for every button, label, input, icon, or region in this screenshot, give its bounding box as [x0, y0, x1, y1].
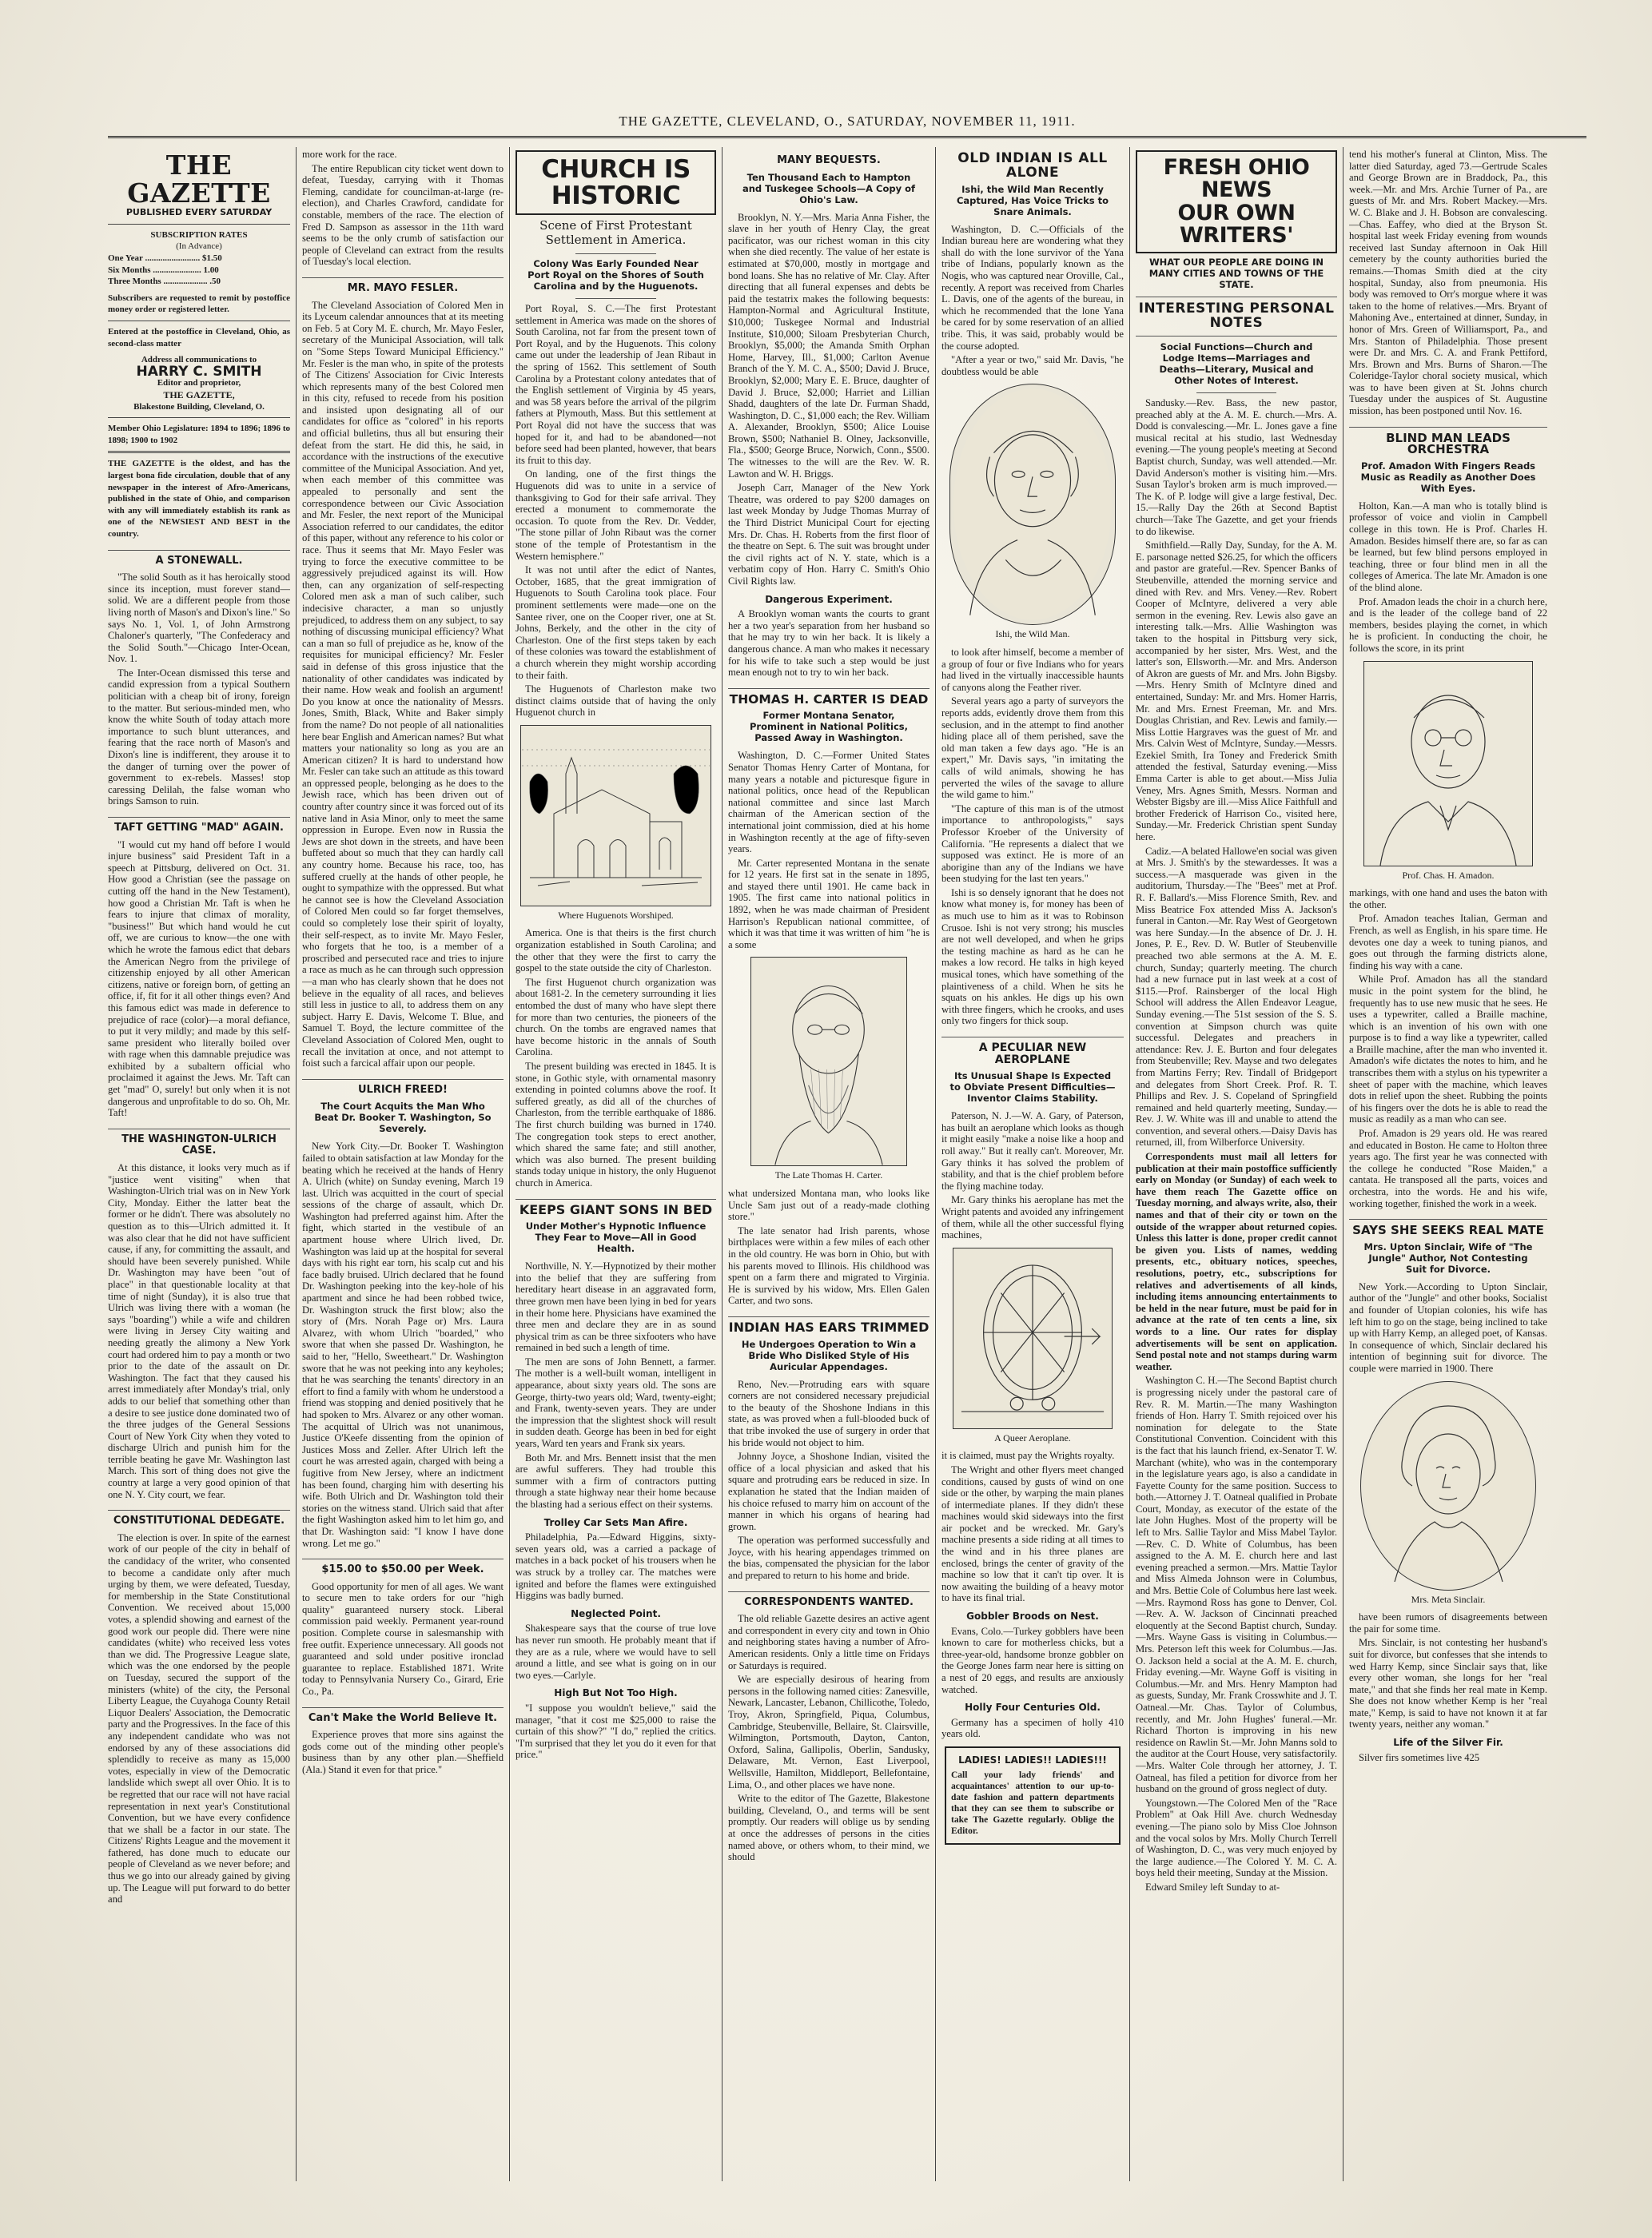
caption: A Queer Aeroplane.	[994, 1432, 1071, 1444]
column-3	[516, 149, 716, 2179]
article-paragraph: Edward Smiley left Sunday to at-	[1145, 1881, 1280, 1893]
article-paragraph: A Brooklyn woman wants the courts to grant her a two year's separation from her husband so that he may try to win her back. It is likely a dangerous chance. A man who makes it necessary for his wife to take such a step would be just mean enough not to try to win her back.	[728, 608, 929, 679]
headline: Neglected Point.	[571, 1607, 661, 1619]
running-head: THE GAZETTE, CLEVELAND, O., SATURDAY, NOVEMBER 11, 1911.	[619, 113, 1076, 129]
article-paragraph: The Inter-Ocean dismissed this terse and candid expression from a typical Southern politician with a cheap bit of irony, foreign to the matter. But serious-minded men, who know the white South of today attach more importance to such blunt utterances, and fearing that the race north of Mason's and Dixon's line is indifferent, they arouse it to the danger of turning over the power of government to ex-rebels. Masses! stop caressing Delilah, the false woman who brings Samson to ruin.	[108, 667, 290, 807]
article-paragraph: The present building was erected in 1845. It is stone, in Gothic style, with ornamental masonry extending in pointed columns above the roof. It suffered greatly, as did all of the churches of Charleston, from the terrible earthquake of 1886. The first church building was burned in 1740. The congregation took steps to erect another, which shared the same fate; and still another, which was also burned. The present building stands today unique in history, the only Huguenot church in America.	[516, 1061, 716, 1189]
article-paragraph: Shakespeare says that the course of true love has never run smooth. He probably meant that if they are as a rule, where we would have to sell around a little, and see what is going on in our two eyes.—Carlyle.	[516, 1623, 716, 1681]
article-paragraph: The Cleveland Association of Colored Men in its Lyceum calendar announces that at its meeting on Feb. 5 at Cory M. E. church, Mr. Mayo Fesler, secretary of the Municipal Association, will talk on "Some Steps Toward Municipal Efficiency." Mr. Fesler is the man who, in spite of the protests of The Citizens' Association for Civic Interests which represents many of the best Colored men in this city, refused to recede from his position and insisted upon designating all of our candidates for office as "colored" in his reports and official bulletins, thus all but ensuring their defeat from the start. He did this, he said, in accordance with the instructions of the executive committee of the Municipal Association. And yet, when each member of this committee was appealed to personally and sent the correspondence between our Civic Association and Mr. Fesler, the next report of the Municipal Association referred to our candidates, the editor of this paper, without any reference to his color or race. Thus it seems that Mr. Mayo Fesler was trying to force the executive committee to be aggressively prejudiced against its will. How then, can any organization of self-respecting Colored men ask a man of such caliber, such indecisive character, a man so unjustly prejudiced, to address them on any subject, to say nothing of discussing municipal efficiency? What can a man so full of prejudice as he, know of the requisites for municipal efficiency? Mr. Fesler said in defense of this gross injustice that the nationality of other candidates was indicated by their name. How weak and foolish an argument! Do you know at once the nationality of Messrs. Jones, Smith, Black, White and Baker simply from the name? Do not people of all nationalities here bear English and American names? But what matters your nationality so long as you are an American citizen? It is hard to understand how Mr. Fesler can take such an attitude as this toward an oppressed people, belonging as he does to the Jewish race, which has been driven out of country after country since it was forced out of its native land in Asia Minor, only to meet the same oppression in Europe. Even now in Russia the Jews are shot down in the streets, and have been buffeted about so much that they can hardly call any country home. Because his race, too, has suffered cruelly at the hands of other people, he ought to sympathize with the oppressed. But what he cannot see is how the Cleveland Association of Colored Men could so far forget themselves, could so completely lose their spirit of loyalty, their self-respect, as to invite Mr. Mayo Fesler, who forgets that he too, is a member of a proscribed and persecuted race and tries to injure a race as much as he can through such oppression—a man who has clearly shown that he does not believe in the equality of all races, and believes still less in justice to all, to address them on any subject. Harry E. Davis, Welcome T. Blue, and Samuel T. Boyd, the lecture committee of the Cleveland Association of Colored Men, ought to recall the invitation at once, and not attempt to foist such a farcical affair upon our people.	[302, 299, 504, 1069]
article-paragraph: Prof. Amadon is 29 years old. He was reared and educated in Boston. He came to Holton three years ago. The first year he was connected with the college he conducted "Rose Maiden," a cantata. He transposed all the parts, voices and orchestra, into the words. He and his wife, working together, finished the work in a week.	[1349, 1128, 1547, 1209]
ishi-portrait	[949, 384, 1116, 625]
deck: Social Functions—Church and Lodge Items—Marriages and Deaths—Literary, Musical and Other Notes of Interest.	[1159, 341, 1314, 387]
deck: Scene of First Protestant Settlement in America.	[539, 218, 692, 248]
article-paragraph: On landing, one of the first things the Huguenots did was to unite in a service of thanksgiving to God for their safe arrival. They erected a monument to commemorate the occasion. To quote from the Rev. Dr. Vedder, "The stone pillar of John Ribaut was the corner stone of the temple of Protestantism in the Western hemisphere."	[516, 468, 716, 562]
column-4	[728, 149, 929, 2179]
article-paragraph: to look after himself, become a member of a group of four or five Indians who for years had lived in the virtually inaccessible haunts of canyons along the Feather river.	[941, 647, 1124, 693]
headline: Dangerous Experiment.	[765, 593, 893, 605]
article-paragraph: Evans, Colo.—Turkey gobblers have been known to care for motherless chicks, but a three-year-old, handsome bronze gobbler on the George Jones farm near here is sitting on a nest of 20 eggs, and results are anxiously watched.	[941, 1625, 1124, 1695]
portrait-drawing	[751, 958, 906, 1165]
masthead-rule	[108, 136, 1586, 138]
column-rule	[935, 147, 936, 2181]
rate-line: One Year ......................... $1.50	[108, 253, 222, 264]
article-paragraph: Experience proves that more sins against the gods come out of the minding other people's business than by any other plan.—Sheffield (Ala.) Stand it even for that price."	[302, 1729, 504, 1775]
notice-head: LADIES! LADIES!! LADIES!!!	[958, 1754, 1107, 1766]
article-paragraph: Cadiz.—A belated Hallowe'en social was given at Mrs. J. Smith's by the stewardesses. It was a success.—A masquerade was given in the auditorium, Thursday.—The "Bees" met at Prof. R. F. Ballard's.—Miss Florence Smith, Rev. and Miss Beatrice Fox attended Miss A. Jackson's funeral in Canton.—Mr. Ray West of Georgetown was here Sunday.—In the absence of Dr. J. H. Jones, P. E., Rev. D. W. Butler of Steubenville preached two able sermons at the A. M. E. church, Sunday; quarterly meeting. The church had a new furnace put in last week at a cost of $115.—Prof. Rainsberger of the local High School will address the Allen Endeavor League, Sunday evening.—The 51st session of the S. S. convention at Simpson church was quite successful. Delegates and preachers in attendance: Rev. J. E. Burton and four delegates from Steubenville; Rev. Mayse and two delegates from Martins Ferry; Rev. Tindall of Bridgeport and delegates from Short Creek. Prof. R. T. Phillips and Rev. J. S. Copeland of Springfield remained and held quarterly meeting, Sunday.—Rev. J. W. White was ill and unable to attend the convention, and several others.—Daisy Davis has returned, ill, from Wilberforce University.	[1136, 845, 1337, 1149]
article-paragraph: It was not until after the edict of Nantes, October, 1685, that the great immigration of Huguenots to South Carolina took place. Four prominent settlements were made—one on the Santee river, one on the Cooper river, one at St. Johns, Berkely, and the other in the city of Charleston. One of the first steps taken by each of these colonies was toward the establishment of a church wherein they might worship according to their faith.	[516, 564, 716, 681]
headline: INDIAN HAS EARS TRIMMED	[728, 1316, 929, 1334]
headline: MR. MAYO FESLER.	[302, 277, 504, 295]
deck: Ishi, the Wild Man Recently Captured, Has Voice Tricks to Snare Animals.	[956, 183, 1109, 217]
article-paragraph: "The capture of this man is of the utmost importance to anthropologists," says Professor Kroeber of the University of California. "He represents a dialect that we supposed was extinct. He is more of an aborigine than any of the Indians we have been studying for the last ten years."	[941, 802, 1124, 885]
carter-portrait	[750, 957, 907, 1166]
caption: Mrs. Meta Sinclair.	[1411, 1593, 1486, 1605]
column-5	[941, 149, 1124, 2179]
article-paragraph: "I suppose you wouldn't believe," said the manager, "that it cost me $25,000 to raise the curtain of this show?" "I do," replied the critics. "I'm surprised that they let you do it even for that price."	[516, 1702, 716, 1761]
article-paragraph: "I would cut my hand off before I would injure business" said President Taft in a speech at Pittsburg, delivered on Oct. 31. How good a Christian (see the passage on cutting off the hand in the New Testament), how good a Christian Mr. Taft is when he fears to injure that climax of morality, "business!" But which hand would he cut off, we are curious to know—the one with which he wrote the famous edict that debars the American Negro from the privilege of citizenship enjoyed by all other American citizens, native or foreign born, of getting an office, if, fit for it all other things even? And this famous edict was made in deference to prejudice of race (color)—a moral defiance, to put it very mildly; and made by this self-same president who literally boiled over with rage when this damnable prejudice was exhibited by a subaltern official who proclaimed it against the Jews. Mr. Taft can get "mad" O, surely! but only when it is not dangerous and unprofitable to do so. Oh, Mr. Taft!	[108, 838, 290, 1119]
article-paragraph: Port Royal, S. C.—The first Protestant settlement in America was made on the shores of South Carolina, not far from the present town of Port Royal, and by the Huguenots. This colony came out under the leadership of Jean Ribaut in the spring of 1562. This settlement of South Carolina by a Protestant colony antedates that of the English settlement of Virginia by 45 years, and was 58 years before the arrival of the pilgrim fathers at Plymouth, Mass. But this settlement at Port Royal did not have the success that was hoped for it, and had to be abandoned—not before seed had been planted, however, that bears its fruit to this day.	[516, 303, 716, 466]
rates-note: (In Advance)	[176, 241, 222, 252]
column-6	[1136, 149, 1337, 2179]
headline: Can't Make the World Believe It.	[302, 1707, 504, 1725]
article-paragraph: markings, with one hand and uses the baton with the other.	[1349, 887, 1547, 910]
circulation-note: THE GAZETTE is the oldest, and has the largest bona fide circulation, double that of any newspaper in the interest of Afro-Americans, published in the state of Ohio, and comparison with any will immediately establish its rank as one of the NEWSIEST AND BEST in the country.	[108, 459, 290, 539]
editor-name: HARRY C. SMITH	[136, 363, 262, 380]
church-drawing	[521, 726, 711, 906]
deck: Former Montana Senator, Prominent in National Politics, Passed Away in Washington.	[749, 710, 909, 744]
headline: BLIND MAN LEADS ORCHESTRA	[1349, 427, 1547, 456]
headline-main: FRESH OHIO NEWS	[1163, 155, 1310, 203]
article-paragraph: Smithfield.—Rally Day, Sunday, for the A. M. E. parsonage netted $26.25, for which the officers and pastor are grateful.—Rev. Spencer Banks of Steubenville, attended the morning service and dined with Rev. and Mrs. Veney.—Rev. Robert Cooper of McIntyre, delivered a very able sermon in the evening. Rev. Lewis also gave an interesting talk.—Mrs. Allie Washington was taken to the hospital in Pittsburg very sick, accompanied by her sister, Mrs. West, and the latter's son, Ellsworth.—Mr. and Mrs. Anderson of Akron are guests of Mr. and Mrs. John Bigsby.—Mrs. Henry Smith of McIntyre dined and entertained, Sunday: Mr. and Mrs. Homer Harris, Mr. and Mrs. Ernest Freeman, Mr. and Mrs. Douglas Christian, and Rev. Lewis and family.—Miss Lottie Hargraves was the guest of Mr. and Mrs. Calvin West of McIntyre, Sunday.—Messrs. Ezekiel Smith, Ira Toney and Frederick Smith attended the festival, Saturday evening.—Miss Emma Carter is able to get about.—Miss Julia Veney, Mrs. Agnes Smith, Messrs. Norman and Webster Bigsby are ill.—Miss Alice Faithfull and brother Frederick of Harrison Co., visited here, Sunday.—Mr. Frederick Christian spent Sunday here.	[1136, 540, 1337, 843]
headline-main: OUR OWN WRITERS'	[1177, 200, 1296, 249]
article-paragraph: have been rumors of disagreements between the pair for some time.	[1349, 1611, 1547, 1635]
deck: The Court Acquits the Man Who Beat Dr. Booker T. Washington, So Severely.	[314, 1101, 492, 1135]
headline: $15.00 to $50.00 per Week.	[302, 1559, 504, 1576]
notice-body: Call your lady friends' and acquaintances' attention to our up-to-date fashion and pattern departments that they can see them to subscribe or take The Gazette regularly. Oblige the Editor.	[951, 1770, 1114, 1836]
article-paragraph: Prof. Amadon teaches Italian, German and French, as well as English, in his spare time. He devotes one day a week to tuning pianos, and goes out through the farming districts alone, finding his way with a cane.	[1349, 913, 1547, 971]
paper-title: THE GAZETTE	[127, 149, 271, 209]
headline: CONSTITUTIONAL DEDEGATE.	[108, 1510, 290, 1527]
headline: A STONEWALL.	[108, 550, 290, 567]
deck: He Undergoes Operation to Win a Bride Who Disliked Style of His Auricular Appendages.	[741, 1338, 917, 1372]
headline: Gobbler Broods on Nest.	[966, 1611, 1099, 1623]
headline: THE WASHINGTON-ULRICH CASE.	[108, 1129, 290, 1157]
paper-address: Blakestone Building, Cleveland, O.	[133, 401, 265, 412]
deck: WHAT OUR PEOPLE ARE DOING IN MANY CITIES AND TOWNS OF THE STATE.	[1148, 257, 1324, 291]
article-paragraph: The Wright and other flyers meet changed conditions, caused by gusts of wind on one side or the other, by warping the main planes of intermediate planes. If they didn't these machines would skid sideways into the first air pocket and be wrecked. Mr. Gary's machine presents a side riding at all times to the wind and in his three planes are enclosed, brings the center of gravity of the machine so low that it can't tip over. It is now awaiting the building of a heavy motor to have its final trial.	[941, 1463, 1124, 1604]
article-paragraph: America. One is that theirs is the first church organization established in South Carolina; and the other that they were the first to carry the gospel to the state outside the city of Charleston.	[516, 927, 716, 974]
aeroplane-illustration	[953, 1248, 1113, 1429]
church-illustration	[520, 725, 711, 906]
article-paragraph: Reno, Nev.—Protruding ears with square corners are not considered necessary prejudicial to the beauty of the Shoshone Indians in this state, as was proved when a full-blooded buck of that tribe invoked the use of surgery in order that his bride would not object to him.	[728, 1378, 929, 1448]
article-paragraph: We are especially desirous of hearing from persons in the following named cities: Zanesville, Newark, Lancaster, Lebanon, Chillicothe, Toledo, Troy, Akron, Springfield, Piqua, Columbus, Cambridge, Steubenville, Bellaire, St. Clairsville, Wilmington, Portsmouth, Dayton, Canton, Oxford, Salina, Gallipolis, Oberlin, Sandusky, Delaware, Mt. Vernon, East Liverpool, Wellsville, Hamilton, Middleport, Bellefontaine, Lima, O., and other places we have none.	[728, 1674, 929, 1790]
portrait-drawing	[1364, 662, 1532, 866]
article-paragraph: "After a year or two," said Mr. Davis, "he doubtless would be able	[941, 354, 1124, 377]
article-paragraph: Correspondents must mail all letters for publication at their main postoffice sufficiently early on Monday (or Sunday) of each week to have them reach The Gazette office on Tuesday morning, and always write, also, their names and that of their city or town on the outside of the wrapper about returned copies. Unless this latter is done, proper credit cannot be given you. Lists of names, wedding presents, etc., obituary notices, speeches, resolutions, poetry, etc., subscriptions for relatives and advertisements of all kinds, including items announcing entertainments to be held in the near future, must be paid for in advance at the rate of ten cents a line, six words to a line. Our rates for display advertisements will be sent on application. Send postal note and not stamps during warm weather.	[1136, 1151, 1337, 1372]
headline: Life of the Silver Fir.	[1393, 1737, 1503, 1749]
article-paragraph: The old reliable Gazette desires an active agent and correspondent in every city and town in Ohio and neighboring states having a number of Afro-American residents. Only a little time on Fridays or Saturdays is required.	[728, 1613, 929, 1671]
article-paragraph: Johnny Joyce, a Shoshone Indian, visited the office of a local physician and asked that his square and protruding ears be reduced in size. In explanation he stated that the Indian maiden of his choice refused to marry him on account of the manner in which his organs of hearing had grown.	[728, 1451, 929, 1532]
ladies-notice	[945, 1746, 1121, 1845]
column-2	[302, 149, 504, 2179]
deck: Mrs. Upton Sinclair, Wife of "The Jungle" Author, Not Contesting Suit for Divorce.	[1363, 1240, 1533, 1275]
caption: The Late Thomas H. Carter.	[774, 1169, 883, 1181]
headline: ULRICH FREED!	[302, 1079, 504, 1097]
article-paragraph: The election is over. In spite of the earnest work of our people of the city in behalf of the candidacy of the writer, who consented to become a candidate only after much urging by them, we were defeated, Tuesday, for membership in the State Constitutional Convention. We received about 15,000 votes, a splendid showing and earnest of the good work our people did. There were nine candidates (white) who received less votes than we did. The Progressive League slate, which was the one endorsed by the people on Tuesday, secured the support of the ministers (white) of the city, the Personal Liberty League, the Cuyahoga County Retail Liquor Dealers' Association, the Democratic party and the Progressives. In the face of this any independent candidate who was not endorsed by any of these associations did splendidly to receive as many as 15,000 votes, especially in view of the Democratic landslide which swept all over Ohio. It is to be regretted that our race will not have racial representation in next year's Constitutional Convention, but we have every confidence that we shall be a factor in our state. The Citizens' Rights League and the movement it fathered, has done much to educate our people of Cleveland as we never before; and thus we go into our already gained by giving up. The League will put forward to do better and	[108, 1531, 290, 1905]
portrait-drawing	[950, 384, 1115, 624]
legislature-note: Member Ohio Legislature: 1894 to 1896; 1896 to 1898; 1900 to 1902	[108, 424, 290, 445]
article-paragraph: The first Huguenot church organization was about 1681-2. In the cemetery surrounding it lies entombed the dust of many who have slept there for more than two centuries, the pioneers of the church. On the tombs are engraved names that have become historic in the annals of South Carolina.	[516, 976, 716, 1058]
deck: Colony Was Early Founded Near Port Royal on the Shores of South Carolina and by the Huguenots.	[527, 258, 704, 293]
article-paragraph: Good opportunity for men of all ages. We want to secure men to take orders for our "high quality" guaranteed nursery stock. Liberal commission paid weekly. Permanent year-round position. Complete course in salesmanship with free outfit. Experience unnecessary. All goods not guaranteed and sold under positive ironclad guarantee to replace. Established 1871. Write today to Pennsylvania Nursery Co., Girard, Erie Co., Pa.	[302, 1580, 504, 1698]
article-paragraph: Philadelphia, Pa.—Edward Higgins, sixty-seven years old, was a carried a package of matches in a back pocket of his trousers when he was struck by a trolley car. The matches were ignited and before the flames were extinguished Higgins was badly burned.	[516, 1531, 716, 1602]
article-paragraph: Joseph Carr, Manager of the New York Theatre, was ordered to pay $200 damages on last week Monday by Judge Thomas Murray of the Third District Municipal Court for ejecting Mrs. Dr. Chas. H. Roberts from the first floor of the theatre on Sept. 6. The suit was brought under the civil rights act of N. Y. state, which is a verbatim copy of Hon. Harry C. Smith's Ohio Civil Rights law.	[728, 482, 929, 587]
headline-secondary: INTERESTING PERSONAL NOTES	[1136, 297, 1337, 336]
remit-note: Subscribers are requested to remit by postoffice money order or registered letter.	[108, 293, 290, 315]
headline: CORRESPONDENTS WANTED.	[728, 1591, 929, 1609]
article-paragraph: Germany has a specimen of holly 410 years old.	[941, 1716, 1124, 1740]
caption: Ishi, the Wild Man.	[995, 628, 1070, 640]
article-paragraph: Prof. Amadon leads the choir in a church here, and is the leader of the college band of 22 members, besides playing the cornet, in which he is proficient. In conducting the choir, he follows the score, in its print	[1349, 595, 1547, 654]
caption: Prof. Chas. H. Amadon.	[1402, 869, 1495, 881]
sinclair-portrait	[1360, 1381, 1536, 1591]
headline: SAYS SHE SEEKS REAL MATE	[1349, 1219, 1547, 1236]
article-paragraph: Write to the editor of The Gazette, Blakestone building, Cleveland, O., and terms will be sent promptly. Our readers will oblige us by sending at once the addresses of persons in the cities named above, or others whom, to their mind, we should	[728, 1793, 929, 1863]
deck: Prof. Amadon With Fingers Reads Music as Readily as Another Does With Eyes.	[1360, 460, 1536, 494]
aeroplane-drawing	[953, 1248, 1112, 1428]
column-rule	[296, 147, 297, 2181]
article-paragraph: Mrs. Sinclair, is not contesting her husband's suit for divorce, but confesses that she intends to wed Harry Kemp, since Sinclair says that, like every other woman, she longs for her "real mate," and that she finds her real mate in Kemp. She does not know whether Kemp is her "real mate," Kemp, is said to have not known it at far twenty years, neither any woman."	[1349, 1637, 1547, 1730]
article-paragraph: At this distance, it looks very much as if "justice went visiting" when that Washington-Ulrich trial was on in New York City, Monday. Either the latter beat the former or he didn't. There was absolutely no question as to this—Ulrich admitted it. It was also clear that he did not have sufficient cause, if any, for committing the assault, and should have been severely punished. While Dr. Washington may have been "out of place" in that questionable locality at that time of night (Sunday), it is also true that Ulrich was living there with a woman (he says "boarding") while a wife and children were living in Jersey City waiting and needing greatly the alimony a New York court had ordered him to pay a month or two prior to the date of the assault on Dr. Washington. The fact that they caused his arrest immediately after Monday's trial, only adds to our belief that something other than a desire to see justice done dominated two of the three judges of the General Sessions Court of New York City when they voted to discharge Ulrich and punish him for the terrible beating he gave Mr. Washington last March. This sort of thing does not give the country at large a very good opinion of that one N. Y. City court, we fear.	[108, 1162, 290, 1500]
column-rule	[509, 147, 510, 2181]
article-paragraph: The operation was performed successfully and Joyce, with his hearing appendages trimmed on the bias, compensated the physician for the labor and prepared to return to his home and bride.	[728, 1535, 929, 1582]
paper-name: THE GAZETTE,	[163, 389, 235, 400]
article-paragraph: Mr. Gary thinks his aeroplane has met the Wright patents and avoided any infringement of them, while all the other successful flying machines,	[941, 1194, 1124, 1241]
article-paragraph: While Prof. Amadon has all the standard music in the point system for the blind, he frequently has to use new music that he sees. He uses a typewriter, called a Braille machine, which is an invention of his own with one purpose is to find a way like a typewriter, called a Braille machine, after the man who invented it. Amadon's wife dictates the notes to him, and he transcribes them with a stylus on his typewriter a sheet of paper with the machine, which leaves dots in relief upon the sheet. Rubbing the points of his fingers over the dots he is able to read the music as readily as a man who can see.	[1349, 974, 1547, 1125]
headline: THOMAS H. CARTER IS DEAD	[728, 688, 929, 706]
article-paragraph: Ishi is so densely ignorant that he does not know what money is, for money has been of as much use to him as it was to Robinson Crusoe. Ishi is not very strong; his muscles are not well developed, and when he grips the testing machine as hard as he can he makes a low record. He talks in high keyed musical tones, which have something of the plaintiveness of a child. When he sits he squats on his ankles. He digs up his own with three fingers, which he crooks, and uses only two fingers for thick soup.	[941, 886, 1124, 1027]
headline-main: OLD INDIAN IS ALL ALONE	[957, 150, 1108, 181]
article-paragraph: Washington, D. C.—Officials of the Indian bureau here are wondering what they shall do with the lone survivor of the Yana tribe of Indians, popularly known as the Nogis, who was captured near Oroville, Cal., recently. A report was received from Charles L. Davis, one of the agents of the bureau, in which he recommended that the lone Yana be cared for by some reservation of an allied tribe. This, it was said, probably would be the course adopted.	[941, 223, 1124, 352]
article-paragraph: Mr. Carter represented Montana in the senate for 12 years. He first sat in the senate in 1895, and stayed there until 1901. He came back in 1905. The first came into national politics in 1892, when he was made chairman of President Harrison's Republican national committee, of which it was that time it was written of him "he is a some	[728, 857, 929, 950]
headline: Holly Four Centuries Old.	[965, 1702, 1101, 1714]
paper-subtitle: PUBLISHED EVERY SATURDAY	[125, 207, 273, 218]
article-paragraph: Both Mr. and Mrs. Bennett insist that the men are awful sufferers. They had trouble this summer with a firm of contractors putting through a state highway near their home because the blasting had a serious effect on their systems.	[516, 1452, 716, 1510]
rate-line: Six Months ...................... 1.00	[108, 265, 219, 275]
article-paragraph: Several years ago a party of surveyors the reports adds, evidently drove them from this seclusion, and in the attempt to find another hiding place all of them perished, save the old man taken a few days ago. "He is an expert," Mr. Davis says, "in imitating the calls of wild animals, showing he has perverted the wiles of the savage to allure the wild game to him."	[941, 695, 1124, 801]
article-paragraph: what undersized Montana man, who looks like Uncle Sam just out of a ready-made clothing store."	[728, 1188, 929, 1223]
article-paragraph: Silver firs sometimes live 425	[1359, 1751, 1480, 1763]
deck: Under Mother's Hypnotic Influence They Fear to Move—All in Good Health.	[525, 1221, 707, 1255]
column-1	[108, 149, 290, 2179]
headline: A PECULIAR NEW AEROPLANE	[941, 1037, 1124, 1065]
editor-title: Editor and proprietor,	[157, 378, 241, 388]
article-paragraph: Paterson, N. J.—W. A. Gary, of Paterson, has built an aeroplane which looks as though it might easily "make a noise like a hoop and roll away." But it really can't. Moreover, Mr. Gary thinks it has solved the problem of stability, and that is the chief problem before the flying machine today.	[941, 1110, 1124, 1192]
article-paragraph: Washington, D. C.—Former United States Senator Thomas Henry Carter of Montana, for many years a notable and picturesque figure in national politics, once head of the Republican national committee and since last March chairman of the American section of the international joint commission, died at his home in Washington recently at the age of fifty-seven years.	[728, 750, 929, 855]
headline: TAFT GETTING "MAD" AGAIN.	[108, 817, 290, 834]
caption: Where Huguenots Worshiped.	[558, 909, 674, 921]
article-paragraph: The men are sons of John Bennett, a farmer. The mother is a well-built woman, intelligent in appearance, about sixty years old. The sons are George, thirty-two years old; Ward, twenty-eight; and Frank, twenty-seven years. They are under the impression that the slightest shock will result in sudden death. George has been in bed for eight years, Ward ten years and Frank six years.	[516, 1356, 716, 1450]
article-paragraph: The late senator had Irish parents, whose birthplaces were within a few miles of each other in the old country. He was born in Ohio, but with his parents moved to Illinois. His childhood was spent on a farm there and migrated to Virginia. He is survived by his widow, Mrs. Ellen Galen Carter, and two sons.	[728, 1225, 929, 1307]
headline: High But Not Too High.	[554, 1687, 678, 1699]
deck: Ten Thousand Each to Hampton and Tuskegee Schools—A Copy of Ohio's Law.	[742, 171, 916, 205]
amadon-portrait	[1363, 661, 1533, 866]
column-rule	[1129, 147, 1130, 2181]
article-paragraph: "The solid South as it has heroically stood since its inception, must forever stand—solid. We are a different people from those living north of Mason's and Dixon's line." So says No. 1, Vol. 1, of John Armstrong Chaloner's quarterly, "The Confederacy and the Solid South."—Chicago Inter-Ocean, Nov. 1.	[108, 571, 290, 665]
article-paragraph: The entire Republican city ticket went down to defeat, Tuesday, carrying with it Thomas Fleming, candidate for councilman-at-large (re-election), and Charles Crawford, candidate for constable, members of the race. The election of Fred D. Sampson as assessor in the 11th ward seems to be the only crumb of satisfaction our people of Cleveland can extract from the results of Tuesday's local election.	[302, 162, 504, 268]
column-7	[1349, 149, 1547, 2179]
portrait-drawing	[1361, 1382, 1535, 1590]
article-paragraph: Brooklyn, N. Y.—Mrs. Maria Anna Fisher, the slave in her youth of Henry Clay, the great pacificator, was our richest woman in this city when she died recently. The value of her estate is estimated at $70,000, mostly in mortgage and bond loans. She has no relative of Mr. Clay. After directing that all funeral expenses and debts be paid the testatrix makes the following bequests: Hampton-Normal and Agricultural Institute, $10,000; Tuskegee Normal and Industrial Institute, $10,000; Siloam Presbyterian Church, Brooklyn, $5,000; the Amanda Smith Orphan Home, Harvey, Ill., $1,000; Carlton Avenue Branch of the Y. M. C. A., $500; David J. Bruce, Brooklyn, $2,000; Mary E. E. Bruce, daughter of David J. Bruce, $2,000; Harriet and Lillian Shadd, daughters of the late Dr. Furman Shadd, Washington, D. C., $1,000 each; the Rev. William A. Alexander, Brooklyn, $500; Alice Louise Brown, $500; Nathaniel B. Olney, Jacksonville, Fla., $500; George Bruce, Norwich, Conn., $500. The witnesses to the will are the Rev. W. R. Lawton and W. H. Briggs.	[728, 211, 929, 480]
article-paragraph: Youngstown.—The Colored Men of the "Race Problem" at Oak Hill Ave. church Wednesday evening.—The piano solo by Miss Cloe Johnson and the vocal solos by Mrs. Molly Church Terrell of Washington, D. C., was very much enjoyed by the large audience.—The Colored Y. M. C. A. boys held their meeting, Sunday at the Mission.	[1136, 1797, 1337, 1879]
article-paragraph: New York City.—Dr. Booker T. Washington failed to obtain satisfaction at law Monday for the beating which he received at the hands of Henry A. Ulrich (white) on Sunday evening, March 19 last. Ulrich was acquitted in the court of special sessions of the charge of assault, which Dr. Washington had preferred against him. After the fight, which started in the vestibule of an apartment house where Ulrich lived, Dr. Washington was laid up at the hospital for several days with his right ear torn, his scalp cut and his face badly bruised. Ulrich declared that he found Dr. Washington peeking into the key-hole of his apartment and since he had been robbed twice, Dr. Washington struck the first blow; also the story of (Mrs. Norah Page or) Mrs. Laura Alvarez, with whom Ulrich "boarded," who swore that when she passed Dr. Washington, he said to her, "Hello, Sweetheart." Dr. Washington swore that he was not peeking into any keyholes; that he was searching the tenants' directory in an effort to find a family with whom he understood a friend was stopping and denied positively that he had spoken to Mrs. Alvarez or any other woman. The acquittal of Ulrich was not unanimous, Justice O'Keefe dissenting from the opinion of Justices Moss and Zeller. After Ulrich left the court he was arrested again, charged with being a fugitive from New Jersey, where an indictment has been found, charging him with deserting his wife. Both Ulrich and Dr. Washington told their stories on the witness stand. Ulrich said that after the fight Washington asked him to let him go, and that Dr. Washington said: "I know I have done wrong. Let me go."	[302, 1141, 504, 1549]
article-paragraph: The Huguenots of Charleston make two distinct claims outside that of having the only Huguenot church in	[516, 683, 716, 719]
article-paragraph: Washington C. H.—The Second Baptist church is progressing nicely under the pastoral care of Rev. R. M. Martin.—The many Washington friends of Hon. Harry T. Smith rejoiced over his nomination for delegate to the State Constitutional Convention. Coincident with this is the fact that his launch friend, ex-Senator T. W. Marchant (white), who was in the contemporary in the legislature years ago, is also a candidate in Fayette County for the same position. Success to both.—Attorney J. T. Oatneal qualified in Probate Court, Monday, as executor of the estate of the late John Hughes. Most of the property will be left to Mrs. Sallie Taylor and Miss Mabel Taylor.—Rev. C. D. White of Columbus, has been assigned to the A. M. E. church here and last evening preached a sermon.—Mrs. Mattie Taylor and Miss Almeda Johnson were in Columbus, and Mrs. Bettie Cole of Columbus here last week.—Mrs. Raymond Ross has gone to Denver, Col.—Rev. A. W. Jackson of Cincinnati preached eloquently at the Second Baptist church, Sunday.—Mrs. Wayne Gass is visiting in Columbus.—Mrs. Peterson left this week for Columbus.—Jas. O. Jackson held a social at the A. M. E. church, Friday evening.—Mr. Wayne Goff is visiting in Columbus.—Mr. and Mrs. Henry Mampton had as guests, Sunday, Mr. Frank Crosswhite and J. T. Oatneal.—Mr. Chas. Taylor of Columbus, recently, and Mr. John Hughes' funeral.—Mr. Richard Thorton is improving in his new residence on Rawlin St.—Mr. John Manns sold to the auditor at the Court House, very satisfactorily.—Mrs. Walter Cole through her attorney, J. T. Oatneal, has filed a petition for divorce from her husband on the ground of gross neglect of duty.	[1136, 1375, 1337, 1795]
article-paragraph: Sandusky.—Rev. Bass, the new pastor, preached ably at the A. M. E. church.—Mrs. A. Dodd is convalescing.—Mr. L. Jones gave a fine musical recital at his studio, last Wednesday evening.—The young people's meeting at Second Baptist church, Sunday, was well attended.—Mr. David Anderson's mother is visiting him.—Mrs. Susan Taylor's broken arm is much improved.—The K. of P. lodge will give a large festival, Dec. 15.—Rally Day the 26th at Second Baptist church—Take The Gazette, and get your friends to do likewise.	[1136, 397, 1337, 537]
entered-note: Entered at the postoffice in Cleveland, Ohio, as second-class matter	[108, 327, 290, 348]
rate-line: Three Months .................... .50	[108, 277, 221, 287]
column-rule	[722, 147, 723, 2181]
headline: KEEPS GIANT SONS IN BED	[516, 1199, 716, 1217]
article-paragraph: New York.—According to Upton Sinclair, author of the "Jungle" and other books, Socialist and founder of Utopian colonies, his wife has left him to go on the stage, being inclined to take up with Harry Kemp, an alleged poet, of Kansas. In consequence of which, Sinclair declared his intention of beginning suit for divorce. The couple were married in 1900. There	[1349, 1280, 1547, 1374]
address-label: Address all communications to	[141, 355, 257, 365]
article-paragraph: Holton, Kan.—A man who is totally blind is professor of voice and violin in Campbell college in this town. He is Prof. Charles H. Amadon. Besides himself there are, so far as can be learned, but few blind persons employed in teaching, three or four blind men in all the colleges of America. The late Mr. Amadon is one of the blind alone.	[1349, 500, 1547, 593]
article-paragraph: tend his mother's funeral at Clinton, Miss. The latter died Saturday, aged 73.—Gertrude Scales and George Brown are in Braddock, Pa., this week.—Mr. and Mrs. Archie Turner of Pa., are guests of Mr. and Mrs. Robert Mackey.—Mrs. W. C. Blake and J. H. Bobson are convalescing.—Chas. Eaffey, who died at the Bryson St. hospital last week Friday evening from wounds received last Sunday afternoon in Oak Hill cemetery by the county authorities buried the remains.—Thomas Smith died at the city hospital, Sunday, also from pneumonia. His body was removed to Orr's morgue where it was taken to the home of relatives.—Mrs. Bryant of Mahoning Ave., entertained at dinner, Sunday, in honor of Mrs. Green of Williamsport, Pa., and Mrs. Stanton of Philadelphia. Those present were Dr. and Mrs. C. A. and Frank Pettiford, Mrs. Brown and Mrs. Burns of Sharon.—The Coleridge-Taylor choral society musical, which was to have been given at St. Johns church Tuesday under the auspices of St. Augustine mission, has been postponed until Nov. 16.	[1349, 149, 1547, 417]
deck: Its Unusual Shape Is Expected to Obviate Present Difficulties—Inventor Claims Stability.	[949, 1070, 1116, 1105]
rates-head: SUBSCRIPTION RATES	[150, 229, 248, 240]
headline: MANY BEQUESTS.	[777, 154, 881, 166]
article-paragraph: it is claimed, must pay the Wrights royalty.	[941, 1450, 1115, 1462]
headline-main: CHURCH IS HISTORIC	[541, 155, 691, 210]
article-paragraph: more work for the race.	[302, 149, 397, 160]
article-paragraph: Northville, N. Y.—Hypnotized by their mother into the belief that they are suffering from hereditary heart disease in an aggravated form, three grown men have been lying in bed for years in their home here. Physicians have examined the three men and declare they are in as sound physical trim as can be three sixfooters who have remained in bed such a length of time.	[516, 1260, 716, 1354]
headline: Trolley Car Sets Man Afire.	[543, 1516, 688, 1528]
